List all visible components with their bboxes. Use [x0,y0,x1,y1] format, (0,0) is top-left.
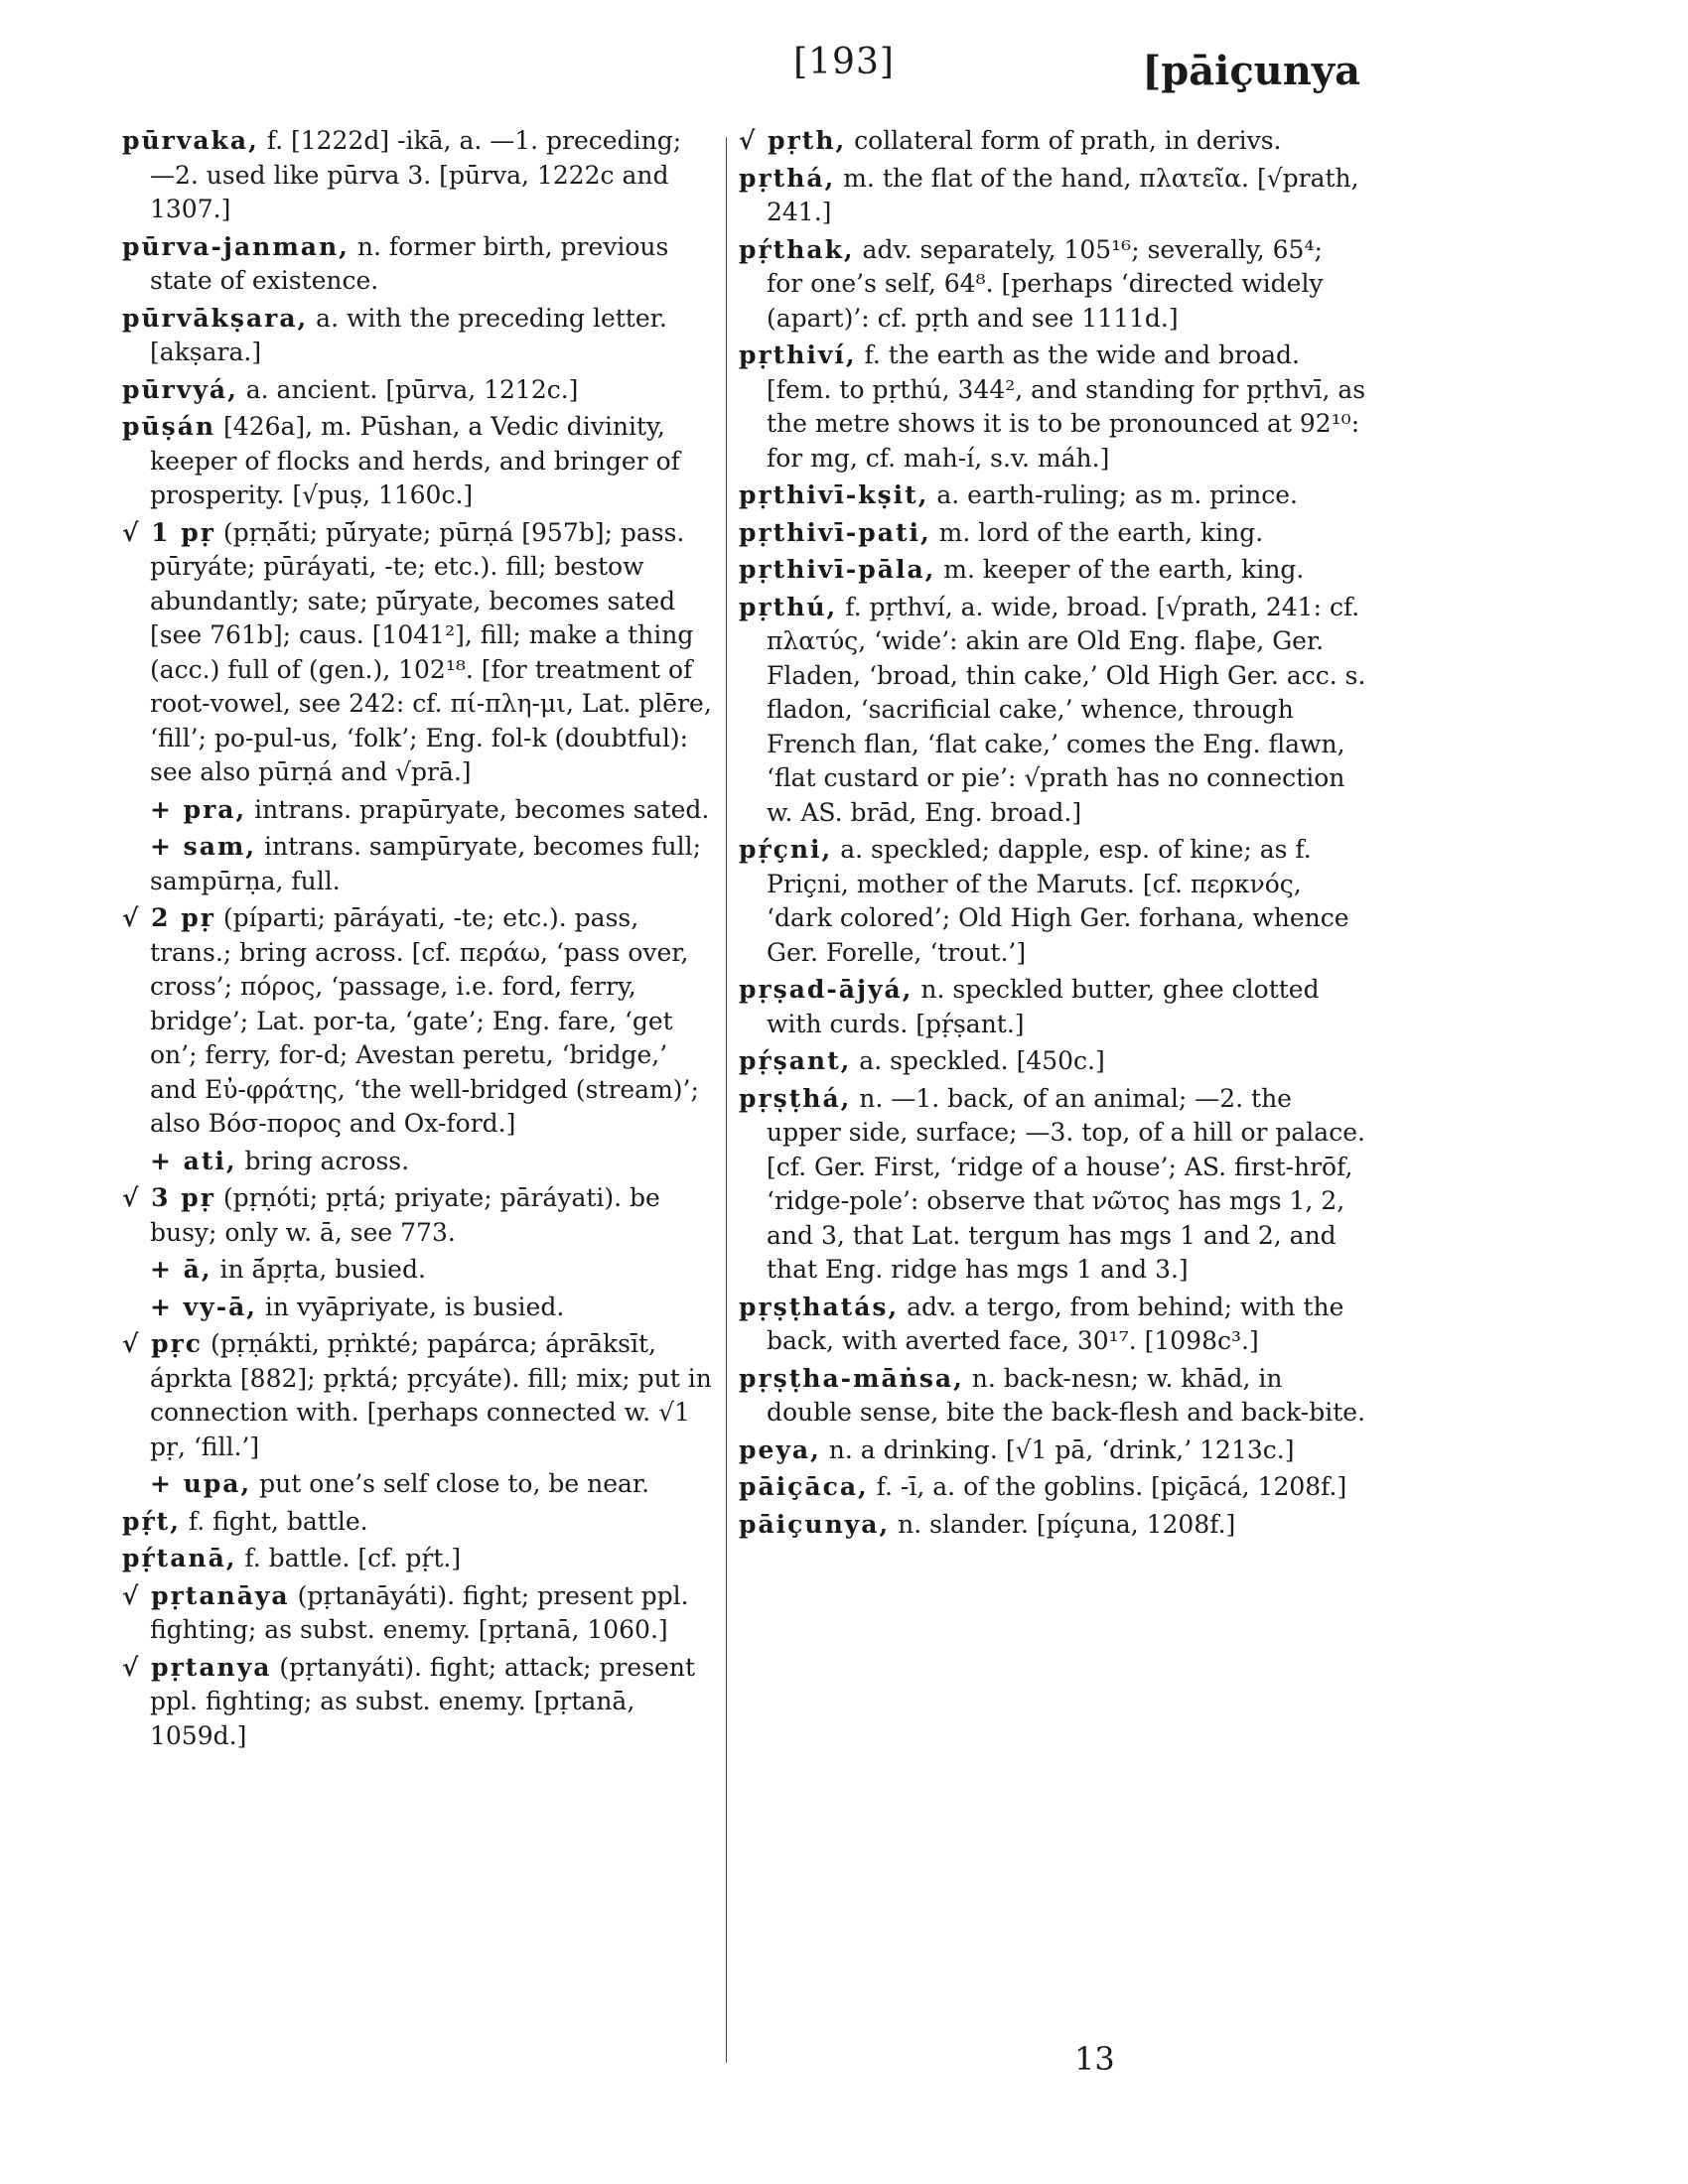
definition: a. ancient. [pūrva, 1212c.] [237,374,579,404]
dictionary-entry [739,973,1366,1041]
definition: f. the earth as the wide and broad. [fem. to pṛthú, 344², and standing for pṛthvī, as the metre shows it is to be pronounced at 92¹⁰: for mg, cf. mah-í, s.v. máh.] [767,341,1366,473]
headword: peya, [739,1434,821,1464]
dictionary-entry [122,1181,713,1250]
definition: m. keeper of the earth, king. [935,555,1305,584]
definition: in ā́pṛta, busied. [211,1255,426,1284]
sub-entry [122,1145,713,1179]
dictionary-entry [122,1579,713,1648]
sub-entry [122,1253,713,1288]
headword: pṛ́thak, [739,234,855,264]
headword: √ 2 pṛ [122,903,215,932]
sub-entry [122,830,713,898]
dictionary-entry [739,124,1366,159]
right-column [739,124,1366,1545]
headword: pṛthivī-kṣit, [739,480,929,509]
headword: pṛ́t, [122,1506,181,1536]
sub-entry [122,1467,713,1502]
dictionary-entry [122,1327,713,1464]
dictionary-entry [122,1651,713,1754]
dictionary-entry [739,339,1366,476]
definition: in vyāpriyate, is busied. [256,1292,565,1321]
dictionary-entry [739,1362,1366,1431]
definition: n. speckled butter, ghee clotted with curds. [pṛ́ṣant.] [767,975,1320,1038]
definition: f. -ī, a. of the goblins. [piçācá, 1208f.] [868,1472,1347,1501]
dictionary-entry [122,1505,713,1540]
definition: f. pṛthví, a. wide, broad. [√prath, 241: cf. πλατύς, ‘wide’: akin are Old Eng. flaþe, Ger. Fladen, ‘broad, thin cake,’ Old High Ger. acc. s. fladon, ‘sacrificial cake,’ whence, through French flan, ‘flat cake,’ comes the Eng. flawn, ‘flat custard or pie’: √prath has no connection w. AS. brād, Eng. broad.] [767,592,1366,827]
dictionary-entry [739,1433,1366,1468]
headword: pūrvākṣara, [122,303,309,333]
definition: bring across. [236,1146,410,1175]
dictionary-entry [739,553,1366,588]
headword: pāiçāca, [739,1472,869,1501]
dictionary-entry [122,410,713,513]
dictionary-entry [122,901,713,1142]
dictionary-entry [739,1508,1366,1543]
definition: intrans. sampūryate, becomes full; sampūrṇa, full. [150,832,702,895]
headword: √ 3 pṛ [122,1183,215,1212]
dictionary-entry [739,1470,1366,1505]
dictionary-entry [739,478,1366,513]
definition: (pṛtanyáti). fight; attack; present ppl. fighting; as subst. enemy. [pṛtanā, 1059d.] [150,1652,695,1750]
dictionary-entry [739,1044,1366,1079]
sub-entry [122,793,713,828]
definition: (pṛṇóti; pṛtá; priyate; pāráyati). be busy; only w. ā, see 773. [150,1183,660,1247]
definition: intrans. prapūryate, becomes sated. [246,794,710,824]
definition: a. speckled; dapple, esp. of kine; as f. Priçni, mother of the Maruts. [cf. περκνός, ‘dark colored’; Old High Ger. forhana, whence Ger. Forelle, ‘trout.’] [767,835,1349,967]
headword: √ pṛc [122,1329,204,1358]
headword: pṛthivī-pāla, [739,555,936,584]
running-head: [pāiçunya [1142,48,1360,94]
headword: √ pṛth, [739,126,847,155]
dictionary-entry [739,591,1366,831]
definition: n. back-nesn; w. khād, in double sense, bite the back-flesh and back-bite. [767,1363,1366,1427]
headword: pṛṣṭhatás, [739,1292,900,1321]
headword: √ 1 pṛ [122,517,215,547]
dictionary-entry [739,516,1366,551]
dictionary-entry [122,516,713,790]
definition: m. the flat of the hand, πλατεῖα. [√prath, 241.] [767,163,1359,226]
headword: pūrvaka, [122,126,259,155]
dictionary-entry [739,1082,1366,1288]
dictionary-entry [739,1291,1366,1359]
headword: pāiçunya, [739,1509,891,1539]
definition: f. [1222d] -ikā, a. —1. preceding; —2. used like pūrva 3. [pūrva, 1222c and 1307.] [150,126,682,223]
dictionary-entry [122,302,713,370]
definition: n. slander. [píçuna, 1208f.] [890,1509,1236,1539]
definition: adv. a tergo, from behind; with the back, with averted face, 30¹⁷. [1098c³.] [767,1292,1344,1355]
definition: a. speckled. [450c.] [851,1046,1105,1075]
headword: pṛthiví, [739,341,857,369]
column-divider [726,137,727,2063]
dictionary-entry [122,124,713,227]
headword: pṛ́çni, [739,835,833,864]
headword: pṛ́tanā, [122,1544,237,1572]
dictionary-entry [739,233,1366,337]
definition: m. lord of the earth, king. [930,517,1264,547]
page-number: [193] [793,42,895,82]
headword: + vy-ā, [150,1292,257,1321]
definition: [426a], m. Pūshan, a Vedic divinity, keeper of flocks and herds, and bringer of prosperity. [√puṣ, 1160c.] [150,412,680,509]
headword: pūṣán [122,412,216,441]
dictionary-entry [122,373,713,408]
headword: + sam, [150,832,257,861]
definition: (píparti; pāráyati, -te; etc.). pass, trans.; bring across. [cf. περάω, ‘pass over, cross’; πόρος, ‘passage, i.e. ford, ferry, bridge’; Lat. por-ta, ‘gate’; Eng. fare, ‘get on’; ferry, for-d; Avestan peretu, ‘bridge,’ and Εὐ-φράτης, ‘the well-bridged (stream)’; also Βόσ-πορος and Ox-ford.] [150,903,699,1138]
headword: + ā, [150,1255,212,1284]
headword: √ pṛtanya [122,1652,272,1682]
definition: collateral form of prath, in derivs. [846,126,1282,155]
headword: + upa, [150,1469,252,1498]
headword: + ati, [150,1146,237,1175]
headword: pūrvyá, [122,374,238,404]
definition: f. battle. [cf. pṛ́t.] [236,1544,462,1572]
definition: (pṛṇákti, pṛṅkté; papárca; áprāksīt, áprkta [882]; pṛktá; pṛcyáte). fill; mix; put in connection with. [perhaps connected w. √1 pṛ, ‘fill.’] [150,1329,712,1461]
definition: n. —1. back, of an animal; —2. the upper side, surface; —3. top, of a hill or palace. [cf. Ger. First, ‘ridge of a house’; AS. first-hrōf, ‘ridge-pole’: observe that νῶτος has mgs 1, 2, and 3, that Lat. tergum has mgs 1 and 2, and that Eng. ridge has mgs 1 and 3.] [767,1083,1365,1284]
definition: put one’s self close to, be near. [251,1469,650,1498]
definition: f. fight, battle. [180,1506,368,1536]
definition: adv. separately, 105¹⁶; severally, 65⁴; for one’s self, 64⁸. [perhaps ‘directed widely (apart)’: cf. pṛth and see 1111d.] [767,234,1324,333]
headword: pṛṣad-ājyá, [739,975,914,1004]
headword: pṛṣṭha-māṅsa, [739,1363,964,1393]
left-column [122,124,713,1756]
signature-mark: 13 [1074,2040,1115,2078]
headword: pṛṣṭhá, [739,1083,852,1113]
definition: n. former birth, previous state of existence. [150,231,669,295]
definition: (pṛtanāyáti). fight; present ppl. fighting; as subst. enemy. [pṛtanā, 1060.] [150,1580,689,1644]
headword: + pra, [150,794,247,824]
headword: √ pṛtanāya [122,1580,290,1610]
definition: a. earth-ruling; as m. prince. [928,480,1299,509]
dictionary-entry [122,230,713,299]
definition: n. a drinking. [√1 pā, ‘drink,’ 1213c.] [820,1434,1295,1464]
sub-entry [122,1291,713,1325]
headword: pṛthivī-pati, [739,517,931,547]
dictionary-entry [739,162,1366,230]
headword: pṛthá, [739,163,836,193]
headword: pṛthú, [739,592,838,621]
dictionary-entry [122,1542,713,1576]
definition: (pṛṇā́ti; pū́ryate; pūrṇá [957b]; pass. pūryáte; pūráyati, -te; etc.). fill; bestow abundantly; sate; pū́ryate, becomes sated [see 761b]; caus. [1041²], fill; make a thing (acc.) full of (gen.), 102¹⁸. [for treatment of root-vowel, see 242: cf. πί-πλη-μι, Lat. plēre, ‘fill’; po-pul-us, ‘folk’; Eng. fol-k (doubtful): see also pūrṇá and √prā.] [150,517,712,786]
dictionary-entry [739,833,1366,970]
headword: pūrva-janman, [122,231,350,261]
headword: pṛ́ṣant, [739,1046,852,1075]
definition: a. with the preceding letter. [akṣara.] [150,303,667,366]
